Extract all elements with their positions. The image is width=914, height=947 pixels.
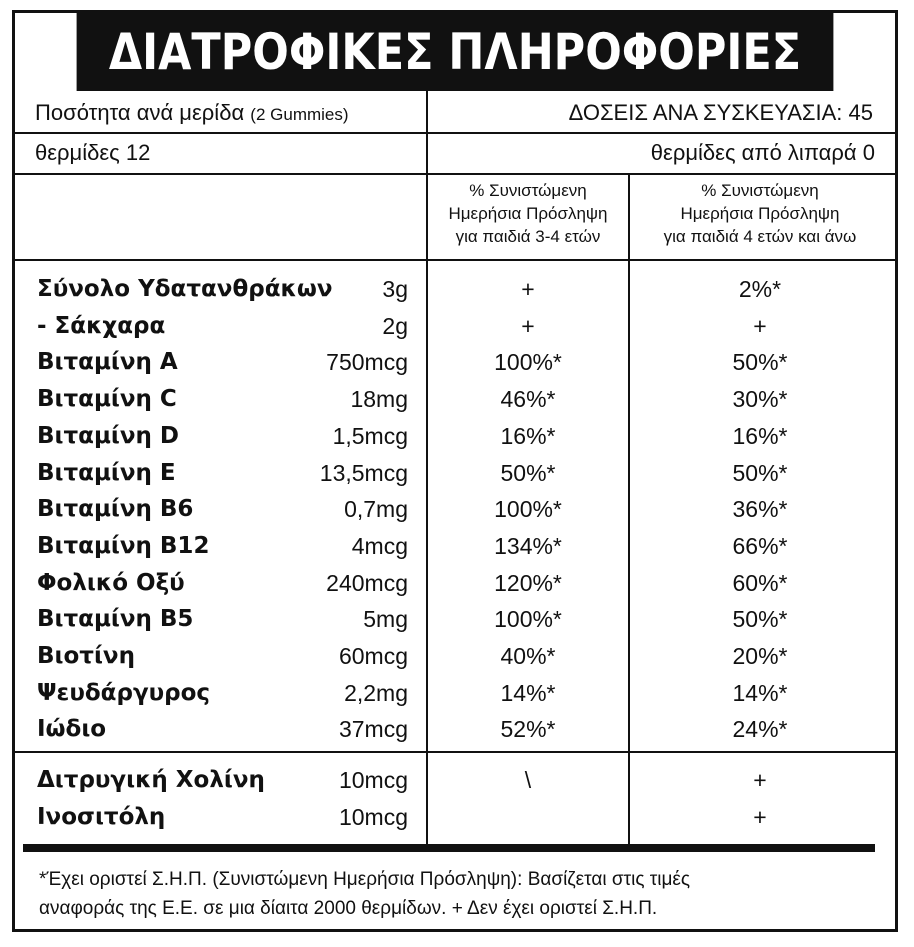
pct-children-3-4: 46%* [500,386,556,413]
footnote: *Έχει οριστεί Σ.Η.Π. (Συνιστώμενη Ημερήσια Πρόσληψη): Βασίζεται στις τιμές αναφοράς της Ε.Ε. σε μια δίαιτα 2000 θερμίδων. + Δεν έχει οριστεί Σ.Η.Π. [39,869,691,919]
pct-children-3-4: 14%* [500,679,556,706]
doses-per-pack: ΔΟΣΕΙΣ ΑΝΑ ΣΥΣΚΕΥΑΣΙΑ: 45 [568,100,873,125]
nutrient-name: Βιταμίνη Β12 [37,532,210,559]
nutrient-row [15,565,895,601]
thick-divider [23,844,875,852]
nutrient-name: Σύνολο Υδατανθράκων [37,276,333,302]
nutrient-row [15,762,895,798]
nutrient-row [15,418,895,454]
nutrient-name: Βιταμίνη D [37,422,179,449]
pct-children-4-plus: 60%* [732,569,788,596]
nutrition-facts-panel [12,10,898,932]
nutrient-name: Διτρυγική Χολίνη [37,767,265,793]
nutrient-name: Βιοτίνη [37,643,135,669]
nutrient-amount: 750mcg [326,349,408,376]
pct-children-4-plus: 36%* [732,496,788,523]
pct-children-3-4: 120%* [494,569,562,596]
pct-children-4-plus: 2%* [738,276,782,302]
nutrient-amount: 1,5mcg [332,422,408,449]
serving-size-value: (2 Gummies) [250,105,349,124]
pct-children-4-plus: + [753,804,767,830]
nutrient-amount: 4mcg [351,532,408,559]
serving-size [35,97,349,131]
panel-title: ΔΙΑΤΡΟΦΙΚΕΣ ΠΛΗΡΟΦΟΡΙΕΣ [77,13,834,91]
pct-children-4-plus: 50%* [732,606,788,633]
pct-children-3-4: 40%* [500,643,556,669]
nutrient-amount: 240mcg [326,569,408,596]
pct-children-3-4: + [521,312,535,339]
pct-children-3-4: 100%* [494,349,562,376]
pct-children-3-4: 100%* [494,496,562,523]
pct-children-4-plus: 20%* [732,643,788,669]
pct-children-4-plus: 50%* [732,349,788,376]
nutrient-name: Βιταμίνη Β6 [37,496,194,523]
nutrient-name: Βιταμίνη E [37,459,176,486]
divider [15,751,895,753]
nutrient-row [15,344,895,380]
nutrient-amount: 37mcg [338,716,408,743]
nutrient-name: Ιώδιο [37,716,107,743]
nutrient-name: Βιταμίνη C [37,386,177,413]
pct-children-3-4: 16%* [500,422,556,449]
nutrient-row [15,455,895,491]
nutrient-amount: 10mcg [338,767,408,793]
pct-children-4-plus: + [753,312,767,339]
nutrient-amount: 18mg [350,386,408,413]
pct-children-3-4: 134%* [494,532,562,559]
nutrient-amount: 3g [382,276,408,302]
nutrient-row [15,601,895,637]
nutrient-row [15,711,895,747]
pct-children-3-4: \ [524,767,532,793]
nutrient-amount: 10mcg [338,804,408,830]
nutrient-amount: 2,2mg [344,679,408,706]
nutrient-name: Ψευδάργυρος [37,679,211,706]
pct-children-4-plus: 50%* [732,459,788,486]
nutrient-amount: 0,7mg [344,496,408,523]
nutrient-name: Ινοσιτόλη [37,804,166,830]
nutrient-row [15,528,895,564]
nutrient-row [15,491,895,527]
nutrient-name: - Σάκχαρα [37,312,166,339]
nutrient-amount: 13,5mcg [319,459,408,486]
divider [15,173,895,175]
divider [15,259,895,261]
calories-from-fat: θερμίδες από λιπαρά 0 [650,140,875,165]
nutrient-row [15,675,895,711]
nutrient-row [15,799,895,835]
calories-total: θερμίδες 12 [35,140,151,165]
nutrient-row [15,271,895,307]
pct-children-4-plus: 66%* [732,532,788,559]
pct-children-3-4: 100%* [494,606,562,633]
pct-children-3-4: + [521,276,535,302]
pct-children-4-plus: 14%* [732,679,788,706]
nutrient-name: Βιταμίνη Α [37,349,178,376]
pct-children-3-4: 52%* [500,716,556,743]
pct-children-3-4: 50%* [500,459,556,486]
nutrient-row [15,381,895,417]
column-header-4-plus: % Συνιστώμενη Ημερήσια Πρόσληψη για παιδιά 4 ετών και άνω [663,181,857,246]
pct-children-4-plus: 16%* [732,422,788,449]
nutrient-name: Φολικό Οξύ [37,569,185,596]
nutrient-amount: 60mcg [338,643,408,669]
nutrient-name: Βιταμίνη Β5 [37,606,194,633]
pct-children-4-plus: 30%* [732,386,788,413]
pct-children-4-plus: 24%* [732,716,788,743]
nutrient-row [15,308,895,344]
pct-children-4-plus: + [753,767,767,793]
nutrient-amount: 5mg [363,606,408,633]
divider [15,132,895,134]
nutrient-amount: 2g [382,312,408,339]
serving-label: Ποσότητα ανά μερίδα [35,100,245,125]
nutrient-row [15,638,895,674]
column-header-3-4: % Συνιστώμενη Ημερήσια Πρόσληψη για παιδιά 3-4 ετών [448,181,608,246]
